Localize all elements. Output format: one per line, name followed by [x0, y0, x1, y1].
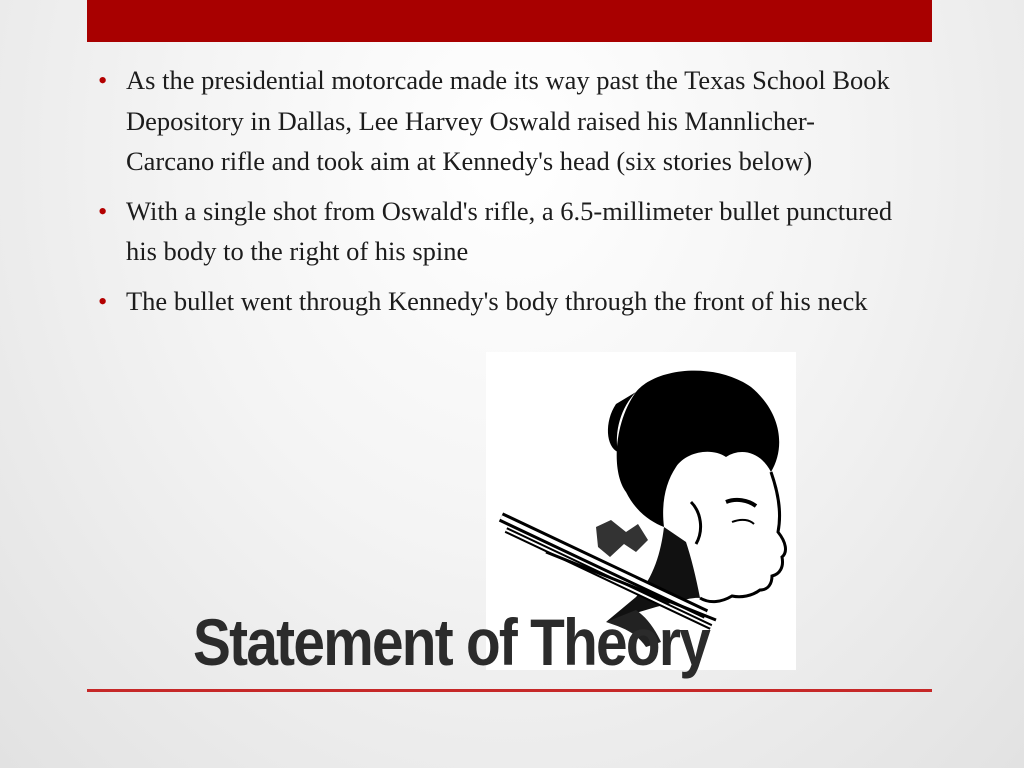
bullet-dot-icon: •	[98, 285, 108, 316]
bullet-text: The bullet went through Kennedy's body through the front of his neck	[126, 285, 868, 316]
bullet-dot-icon: •	[98, 65, 108, 95]
top-accent-bar	[87, 0, 932, 42]
bullet-text: As the presidential motorcade made its way past the Texas School Book Depository in Dallas, Lee Harvey Oswald raised his Mannlicher-Carcano rifle and took aim at Kennedy's head (six stories below)	[126, 65, 890, 176]
slide-title: Statement of Theory	[193, 605, 710, 679]
bullet-item	[98, 281, 898, 322]
bullet-item	[98, 60, 898, 182]
bullet-text: With a single shot from Oswald's rifle, a 6.5-millimeter bullet punctured his body to the right of his spine	[126, 195, 893, 266]
title-underline-rule	[87, 689, 932, 692]
bullet-item	[98, 191, 898, 272]
bullet-dot-icon: •	[98, 195, 108, 226]
bullet-list	[98, 60, 898, 330]
